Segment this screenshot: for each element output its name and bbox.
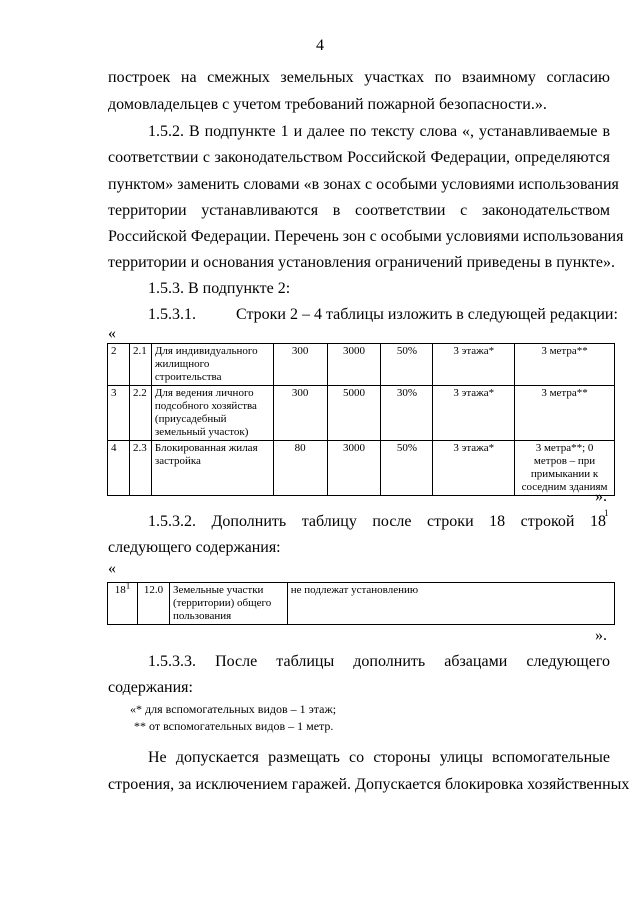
table-cell: 3 этажа* [433, 386, 515, 441]
table-cell: Для индивидуального жилищного строительства [151, 344, 273, 386]
open-quote: « [108, 560, 116, 577]
table-cell: 2 [108, 344, 130, 386]
paragraph-1-5-3-2 [148, 512, 606, 532]
paragraph-1-5-3-1-number: 1.5.3.1. [148, 306, 196, 323]
page-number: 4 [316, 37, 324, 54]
table-cell: не подлежат установлению [287, 583, 614, 625]
table-cell: 300 [273, 386, 327, 441]
paragraph-text: 1.5.3.2. Дополнить таблицу после строки 18 строкой 18 [148, 513, 606, 530]
paragraph-1-5-2: 1.5.2. В подпункте 1 и далее по тексту слова «, устанавливаемые в [148, 123, 610, 140]
paragraph-1-5-3-3: 1.5.3.3. После таблицы дополнить абзацами следующего [148, 653, 610, 670]
table-row [108, 441, 615, 496]
table-cell: 3 этажа* [433, 441, 515, 496]
table-cell: 3 [108, 386, 130, 441]
table-cell: 2.1 [129, 344, 151, 386]
footnote-2: ** от вспомогательных видов – 1 метр. [134, 719, 334, 733]
table-cell: 3 метра** [515, 386, 615, 441]
table-cell: 3000 [327, 344, 381, 386]
table-cell: 3 метра**; 0 метров – при примыкании к соседним зданиям [515, 441, 615, 496]
table-cell: 3 этажа* [433, 344, 515, 386]
text-line: пунктом» заменить словами «в зонах с особыми условиями использования [108, 176, 619, 193]
table-cell: 5000 [327, 386, 381, 441]
paragraph-1-5-3-1-text: Строки 2 – 4 таблицы изложить в следующей редакции: [236, 306, 618, 323]
paragraph-1-5-3: 1.5.3. В подпункте 2: [148, 280, 291, 297]
public-land-table [107, 582, 615, 625]
text-line: домовладельцев с учетом требований пожарной безопасности.». [108, 96, 547, 113]
row-number: 18 [114, 584, 126, 596]
superscript: 1 [604, 508, 609, 518]
close-quote: ». [595, 488, 607, 505]
close-quote: ». [595, 627, 607, 644]
table-cell: Блокированная жилая застройка [151, 441, 273, 496]
footnote-1: «* для вспомогательных видов – 1 этаж; [130, 702, 337, 716]
text-line: содержания: [108, 679, 193, 696]
text-line: территории устанавливаются в соответствии с законодательством [108, 202, 610, 219]
table-cell: 80 [273, 441, 327, 496]
table-cell: 30% [381, 386, 433, 441]
table-cell: Земельные участки (территории) общего пользования [169, 583, 287, 625]
table-cell: 2.3 [129, 441, 151, 496]
text-line: Российской Федерации. Перечень зон с особыми условиями использования [108, 228, 624, 245]
table-cell [108, 580, 138, 625]
table-cell: Для ведения личного подсобного хозяйства (приусадебный земельный участок) [151, 386, 273, 441]
final-paragraph: Не допускается размещать со стороны улицы вспомогательные [148, 749, 610, 766]
text-line: соответствии с законодательством Российской Федерации, определяются [108, 149, 610, 166]
open-quote: « [108, 325, 116, 342]
table-cell: 3 метра** [515, 344, 615, 386]
table-cell: 3000 [327, 441, 381, 496]
table-cell: 12.0 [137, 583, 169, 625]
table-cell: 300 [273, 344, 327, 386]
table-cell: 50% [381, 441, 433, 496]
table-row [108, 386, 615, 441]
rules-table [107, 343, 615, 496]
text-line: следующего содержания: [108, 539, 281, 556]
table-cell: 2.2 [129, 386, 151, 441]
text-line: строения, за исключением гаражей. Допускается блокировка хозяйственных [108, 776, 630, 793]
row-number-sup: 1 [125, 580, 131, 591]
table-cell: 4 [108, 441, 130, 496]
table-cell: 50% [381, 344, 433, 386]
table-row [108, 583, 615, 625]
text-line: территории и основания установления ограничений приведены в пункте». [108, 254, 615, 271]
table-row [108, 344, 615, 386]
text-line: построек на смежных земельных участках по взаимному согласию [108, 69, 610, 86]
